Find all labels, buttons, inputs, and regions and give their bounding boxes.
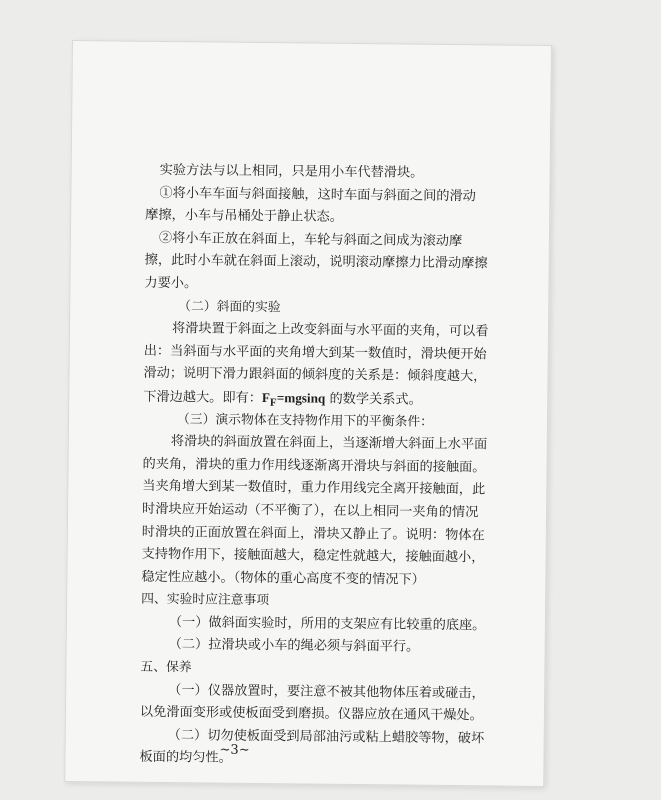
formula-rest: =mgsinq (276, 390, 326, 406)
text-line: 将滑块的斜面放置在斜面上，当逐渐增大斜面上水平面 (170, 434, 488, 453)
text-line: 稳定性应越小。（物体的重心高度不变的情况下） (141, 569, 425, 588)
section-heading: 四、实验时应注意事项 (141, 592, 270, 609)
text-line: 当夹角增大到某一数值时，重力作用线完全离开接触面，此 (142, 479, 486, 498)
formula-symbol: F (261, 389, 271, 406)
text-line: 板面的均匀性。 (139, 750, 232, 767)
section-heading: （三）演示物体在支持物作用下的平衡条件： (176, 411, 434, 430)
text-line: （二）拉滑块或小车的绳必须与斜面平行。 (168, 637, 420, 656)
text-line: 将滑块置于斜面之上改变斜面与水平面的夹角，可以看 (171, 321, 489, 340)
document-page (64, 40, 552, 787)
text-line: 擦，此时小车就在斜面上滚动，说明滚动摩擦力比滑动摩擦 (144, 253, 488, 272)
section-heading: （二）斜面的实验 (178, 298, 281, 315)
text-line: 实验方法与以上相同，只是用小车代替滑块。 (159, 162, 424, 181)
text-line: 的夹角，滑块的重力作用线逐渐离开滑块与斜面的接触面。 (142, 456, 486, 476)
text-line: ②将小车正放在斜面上，车轮与斜面之间成为滚动摩 (158, 230, 463, 249)
text-line: （一）做斜面实验时，所用的支架应有比较重的底座。 (168, 614, 486, 634)
formula (261, 389, 326, 409)
formula-subscript: F (269, 396, 277, 409)
text-span: 下滑边越大。即有： (143, 389, 263, 406)
text-line: 力要小。 (144, 275, 198, 292)
text-line: ①将小车车面与斜面接触，这时车面与斜面之间的滑动 (159, 185, 476, 204)
text-line: 支持物作用下，接触面越大，稳定性就越大，接触面越小， (141, 546, 485, 566)
text-line: （二）切勿使板面受到局部油污或粘上蜡胶等物，破坏 (167, 727, 485, 747)
text-line: 摩擦，小车与吊桶处于静止状态。 (145, 207, 344, 226)
text-span: 的数学关系式。 (329, 391, 422, 408)
section-heading: 五、保养 (140, 659, 192, 676)
text-line: （一）仪器放置时，要注意不被其他物体压着或碰击， (168, 682, 485, 702)
text-line: 时滑块的正面放置在斜面上，滑块又静止了。说明：物体在 (141, 524, 485, 543)
text-line: 以免滑面变形或使板面受到磨损。仪器应放在通风干燥处。 (139, 704, 483, 724)
text-line: 出：当斜面与水平面的夹角增大到某一数值时，滑块便开始 (143, 343, 487, 363)
text-line: 时滑块应开始运动（不平衡了），在以上相同一夹角的情况 (142, 501, 479, 521)
page-content (139, 160, 575, 775)
text-line: 滑动；说明下滑力跟斜面的倾斜度的关系是：倾斜度越大， (143, 366, 487, 385)
page-number: ~3~ (219, 742, 250, 758)
